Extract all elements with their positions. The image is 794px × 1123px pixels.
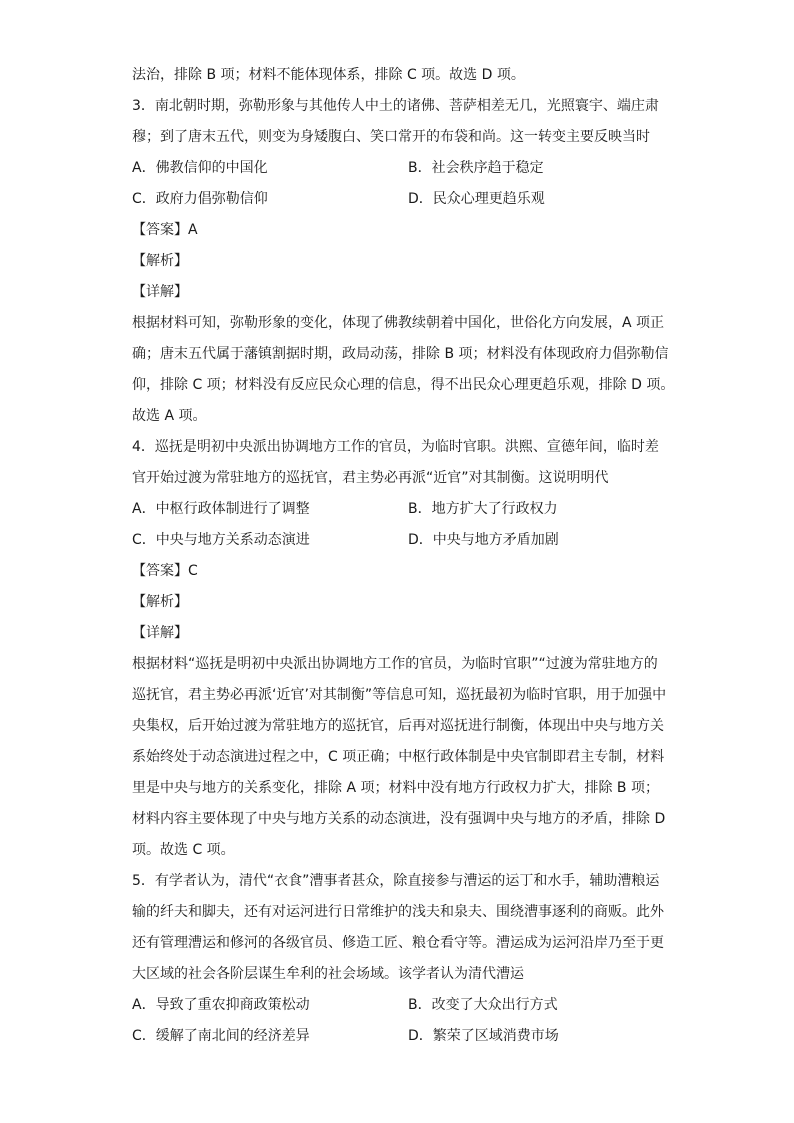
analysis-label: 【解析】	[132, 594, 188, 610]
question-stem-line: 还有管理漕运和修河的各级官员、修造工匠、粮仓看守等。漕运成为运河沿岸乃至于更	[132, 935, 664, 951]
question-5	[132, 866, 666, 1052]
option-a: A．中枢行政体制进行了调整	[132, 501, 310, 517]
explanation-line: 根据材料可知，弥勒形象的变化，体现了佛教续朝着中国化，世俗化方向发展，A 项正	[132, 315, 665, 331]
explanation-line: 系始终处于动态演进过程之中，C 项正确；中枢行政体制是中央官制即君主专制，材料	[132, 749, 665, 765]
option-b: B．社会秩序趋于稳定	[408, 160, 544, 176]
options-row	[132, 184, 666, 215]
explanation-line: 巡抚官，君主势必再派‘近官’对其制衡”等信息可知，巡抚最初为临时官职，用于加强中	[132, 687, 667, 703]
option-b: B．地方扩大了行政权力	[408, 501, 558, 517]
answer-label: 【答案】A	[132, 222, 198, 238]
option-d: D．民众心理更趋乐观	[408, 191, 545, 207]
analysis-label: 【解析】	[132, 253, 188, 269]
explanation-line: 里是中央与地方的关系变化，排除 A 项；材料中没有地方行政权力扩大，排除 B 项；	[132, 780, 659, 796]
question-stem-line: 大区域的社会各阶层谋生牟利的社会场域。该学者认为清代漕运	[132, 966, 524, 982]
explanation-line: 央集权，后开始过渡为常驻地方的巡抚官，后再对巡抚进行制衡，体现出中央与地方关	[132, 718, 664, 734]
option-a: A．佛教信仰的中国化	[132, 160, 268, 176]
option-c: C．缓解了南北间的经济差异	[132, 1028, 310, 1044]
option-c: C．政府力倡弥勒信仰	[132, 191, 268, 207]
options-row	[132, 494, 666, 525]
explanation-line: 确；唐末五代属于藩镇割据时期，政局动荡，排除 B 项；材料没有体现政府力倡弥勒信	[132, 346, 669, 362]
question-stem-line: 5．有学者认为，清代“衣食”漕事者甚众，除直接参与漕运的运丁和水手，辅助漕粮运	[132, 873, 660, 889]
text-line: 法治，排除 B 项；材料不能体现体系，排除 C 项。故选 D 项。	[132, 67, 525, 83]
option-c: C．中央与地方关系动态演进	[132, 532, 310, 548]
question-3	[132, 91, 675, 432]
explanation-line: 材料内容主要体现了中央与地方关系的动态演进，没有强调中央与地方的矛盾，排除 D	[132, 811, 666, 827]
options-row	[132, 525, 666, 556]
explanation-line: 仰，排除 C 项；材料没有反应民众心理的信息，得不出民众心理更趋乐观，排除 D 项。	[132, 377, 675, 393]
options-row	[132, 990, 666, 1021]
option-b: B．改变了大众出行方式	[408, 997, 558, 1013]
explanation-line: 根据材料“巡抚是明初中央派出协调地方工作的官员，为临时官职”“过渡为常驻地方的	[132, 656, 658, 672]
question-stem-line: 输的纤夫和脚夫，还有对运河进行日常维护的浅夫和泉夫、围绕漕事逐利的商贩。此外	[132, 904, 664, 920]
question-stem-line: 官开始过渡为常驻地方的巡抚官，君主势必再派“近官”对其制衡。这说明明代	[132, 470, 609, 486]
question-stem-line: 3．南北朝时期，弥勒形象与其他传人中土的诸佛、菩萨相差无几，光照寰宇、端庄肃	[132, 98, 659, 114]
option-a: A．导致了重农抑商政策松动	[132, 997, 310, 1013]
options-row	[132, 153, 666, 184]
options-row	[132, 1021, 666, 1052]
explanation-line: 故选 A 项。	[132, 408, 207, 424]
explanation-line: 项。故选 C 项。	[132, 842, 235, 858]
option-d: D．中央与地方矛盾加剧	[408, 532, 559, 548]
answer-label: 【答案】C	[132, 563, 198, 579]
document-page	[132, 60, 675, 1052]
option-d: D．繁荣了区域消费市场	[408, 1028, 559, 1044]
detail-label: 【详解】	[132, 284, 188, 300]
question-stem-line: 4．巡抚是明初中央派出协调地方工作的官员，为临时官职。洪熙、宣德年间，临时差	[132, 439, 659, 455]
question-4	[132, 432, 666, 866]
question-stem-line: 穆；到了唐末五代，则变为身矮腹白、笑口常开的布袋和尚。这一转变主要反映当时	[132, 129, 650, 145]
detail-label: 【详解】	[132, 625, 188, 641]
